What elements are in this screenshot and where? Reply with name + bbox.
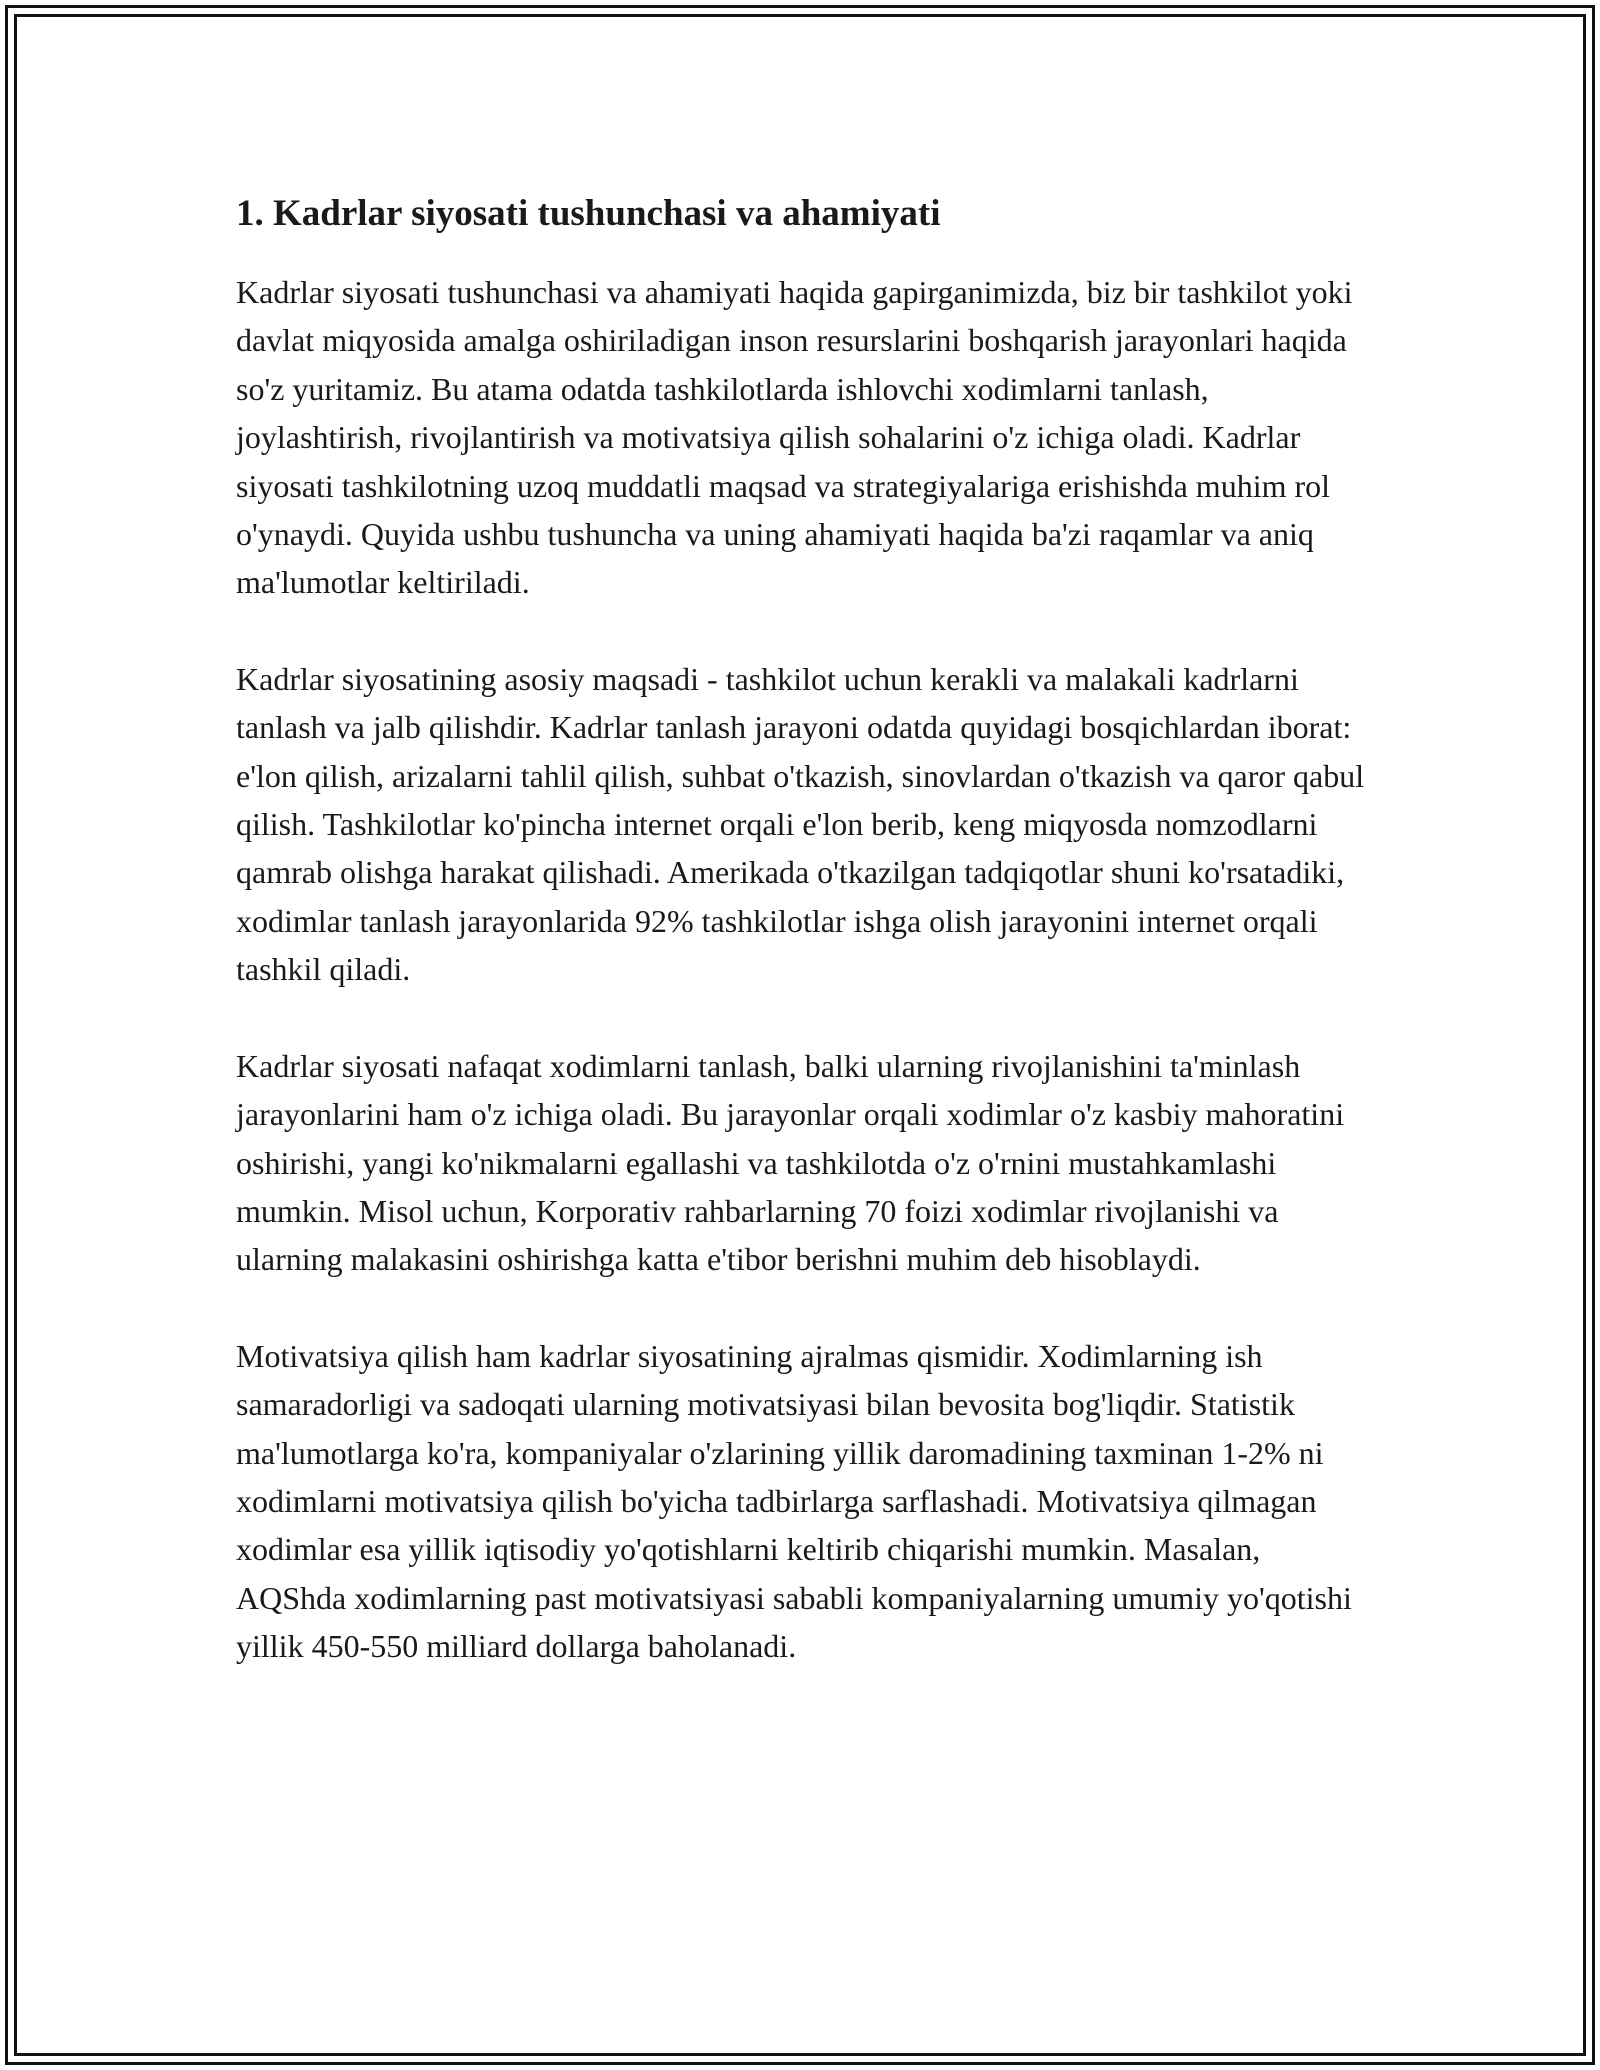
paragraph-2: Kadrlar siyosatining asosiy maqsadi - tashkilot uchun kerakli va malakali kadrlarni tanlash va jalb qilishdir. Kadrlar tanlash jarayoni odatda quyidagi bosqichlardan iborat: e'lon qilish, arizalarni tahlil qilish, suhbat o'tkazish, sinovlardan o'tkazish va qaror qabul qilish. Tashkilotlar ko'pincha internet orqali e'lon berib, keng miqyosda nomzodlarni qamrab olishga harakat qilishadi. Amerikada o'tkazilgan tadqiqotlar shuni ko'rsatadiki, xodimlar tanlash jarayonlarida 92% tashkilotlar ishga olish jarayonini internet orqali tashkil qiladi.: [236, 660, 1365, 988]
paragraph-4: Motivatsiya qilish ham kadrlar siyosatining ajralmas qismidir. Xodimlarning ish samaradorligi va sadoqati ularning motivatsiyasi bilan bevosita bog'liqdir. Statistik ma'lumotlarga ko'ra, kompaniyalar o'zlarining yillik daromadining taxminan 1-2% ni xodimlarni motivatsiya qilish bo'yicha tadbirlarga sarflashadi. Motivatsiya qilmagan xodimlar esa yillik iqtisodiy yo'qotishlarni keltirib chiqarishi mumkin. Masalan, AQShda xodimlarning past motivatsiyasi sababli kompaniyalarning umumiy yo'qotishi yillik 450-550 milliard dollarga baholanadi.: [236, 1337, 1352, 1665]
paragraph-3: Kadrlar siyosati nafaqat xodimlarni tanlash, balki ularning rivojlanishini ta'minlash jarayonlarini ham o'z ichiga oladi. Bu jarayonlar orqali xodimlar o'z kasbiy mahoratini oshirishi, yangi ko'nikmalarni egallashi va tashkilotda o'z o'rnini mustahkamlashi mumkin. Misol uchun, Korporativ rahbarlarning 70 foizi xodimlar rivojlanishi va ularning malakasini oshirishga katta e'tibor berishni muhim deb hisoblaydi.: [236, 1047, 1345, 1278]
paragraph-1: Kadrlar siyosati tushunchasi va ahamiyati haqida gapirganimizda, biz bir tashkilot yoki davlat miqyosida amalga oshiriladigan inson resurslarini boshqarish jarayonlari haqida so'z yuritamiz. Bu atama odatda tashkilotlarda ishlovchi xodimlarni tanlash, joylashtirish, rivojlantirish va motivatsiya qilish sohalarini o'z ichiga oladi. Kadrlar siyosati tashkilotning uzoq muddatli maqsad va strategiyalariga erishishda muhim rol o'ynaydi. Quyida ushbu tushuncha va uning ahamiyati haqida ba'zi raqamlar va aniq ma'lumotlar keltiriladi.: [236, 274, 1353, 601]
section-heading: 1. Kadrlar siyosati tushunchasi va ahamiyati: [236, 193, 941, 234]
document-body: [236, 188, 1376, 1719]
